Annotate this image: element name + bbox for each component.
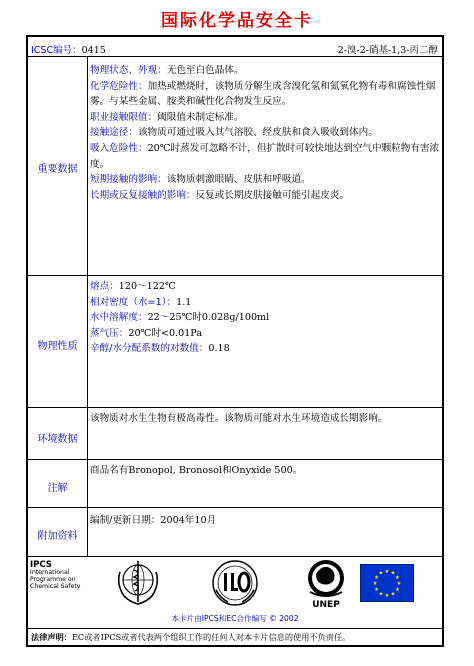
divider xyxy=(28,628,442,629)
item-inhalation-risk: 吸入危险性：20℃时蒸发可忽略不计，但扩散时可较快地达到空气中颗粒物有害浓度。 xyxy=(90,142,440,170)
eu-star-icon: ★ xyxy=(390,570,396,577)
eu-star-icon: ★ xyxy=(394,587,400,593)
section-label-additional: 附加资料 xyxy=(37,531,78,542)
divider xyxy=(28,507,442,508)
section-label-notes: 注解 xyxy=(47,483,68,494)
card-title: 国际化学品安全卡 xyxy=(161,11,313,31)
section-physical-content xyxy=(90,279,440,357)
eu-star-icon: ★ xyxy=(384,569,390,575)
footer-logos xyxy=(28,556,442,628)
item-density: 相对密度（水=1）：1.1 xyxy=(90,296,192,308)
item-long-term: 长期或反复接触的影响：反复或长期皮肤接触可能引起皮炎。 xyxy=(90,189,350,201)
item-chemical-danger: 化学危险性：加热或燃烧时，该物质分解生成含溴化氢和氮氧化物有毒和腐蚀性烟雾。与某些金属、胺类和碱性化合物发生反应。 xyxy=(90,80,436,108)
card-frame xyxy=(26,35,444,647)
item-appearance: 物理状态、外观：无色至白色晶体。 xyxy=(90,65,244,76)
credit-line: 本卡片由IPCS和EC合作编写 © 2002 xyxy=(171,614,299,623)
item-exposure-route: 接触途径：该物质可通过吸入其气溶胶、经皮肤和食入吸收到体内。 xyxy=(90,127,378,139)
icsc-number xyxy=(31,42,106,56)
section-label-physical: 物理性质 xyxy=(37,341,78,352)
item-log-pow: 辛醇/水分配系数的对数值：0.18 xyxy=(90,343,230,355)
chemical-name: 2-溴-2-硝基-1,3-丙二醇 xyxy=(337,45,438,56)
eu-star-icon: ★ xyxy=(390,591,396,598)
item-exposure-limit: 职业接触限值：阈限值未制定标准。 xyxy=(90,111,244,123)
legal-text: EC或者IPCS或者代表两个组织工作的任何人对本卡片信息的使用不负责任。 xyxy=(71,632,351,642)
item-vapor-pressure: 蒸气压：20℃时<0.01Pa xyxy=(90,327,203,339)
eu-star-icon: ★ xyxy=(384,593,390,599)
eu-star-icon: ★ xyxy=(378,591,384,598)
icsc-label: ICSC编号： xyxy=(31,45,82,56)
section-environment-content: 该物质对水生生物有极高毒性。该物质可能对水生环境造成长期影响。 xyxy=(90,413,388,424)
ilo-logo-icon xyxy=(210,558,260,608)
section-label-environment: 环境数据 xyxy=(37,434,78,445)
divider xyxy=(28,275,442,276)
section-important-content xyxy=(90,63,440,203)
eu-star-icon: ★ xyxy=(396,581,402,587)
legal-notice xyxy=(31,632,350,643)
column-divider xyxy=(87,56,88,556)
eu-star-icon: ★ xyxy=(378,570,384,577)
section-notes-content: 商品名有Bronopol, Bronosol和Onyxide 500。 xyxy=(90,465,303,476)
item-melting-point: 熔点：120～122℃ xyxy=(90,281,176,292)
eu-star-icon: ★ xyxy=(374,587,380,593)
item-solubility: 水中溶解度：22～25℃时0.028g/100ml xyxy=(90,312,270,324)
divider xyxy=(28,459,442,460)
section-additional-content: 编制/更新日期：2004年10月 xyxy=(90,515,217,526)
eu-star-icon: ★ xyxy=(372,581,378,587)
item-short-term: 短期接触的影响：该物质刺激眼睛、皮肤和呼吸道。 xyxy=(90,174,311,186)
legal-label: 法律声明： xyxy=(31,632,72,642)
eu-flag-icon xyxy=(360,564,414,602)
divider xyxy=(28,407,442,408)
section-label-important: 重要数据 xyxy=(37,164,78,175)
unep-label: UNEP xyxy=(312,600,340,610)
icsc-value: 0415 xyxy=(81,45,106,56)
who-logo-icon xyxy=(114,558,162,608)
eu-star-icon: ★ xyxy=(374,575,380,581)
ipcs-logo-text: IPCS International Programme on Chemical Safety xyxy=(30,560,81,590)
eu-star-icon: ★ xyxy=(394,575,400,581)
divider xyxy=(28,56,442,57)
